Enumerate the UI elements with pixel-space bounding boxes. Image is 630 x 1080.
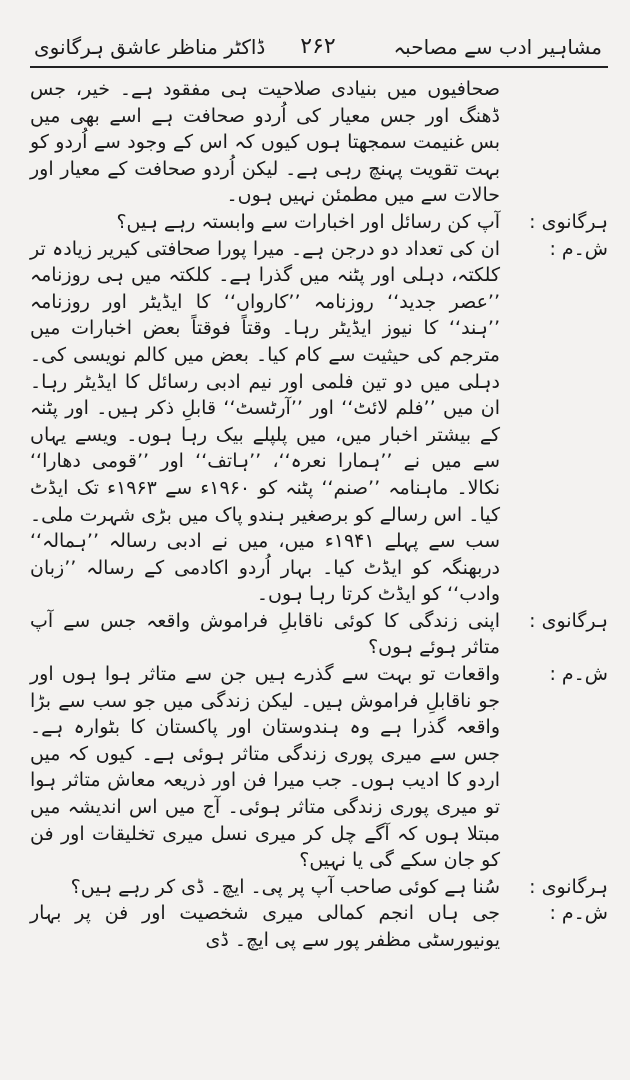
running-head-book-title: مشاہیر ادب سے مصاحبہ xyxy=(393,35,602,59)
header-rule xyxy=(30,66,608,68)
paragraph-text: اپنی زندگی کا کوئی ناقابلِ فراموش واقعہ جس سے آپ متاثر ہوئے ہوں؟ xyxy=(30,609,500,659)
interview-question xyxy=(30,209,608,236)
interview-answer xyxy=(30,900,608,953)
speaker-label: ش۔م : xyxy=(549,237,608,260)
running-head xyxy=(34,30,602,64)
interview-answer xyxy=(30,661,608,874)
paragraph-text: صحافیوں میں بنیادی صلاحیت ہی مفقود ہے۔ خیر، جس ڈھنگ اور جس معیار کی اُردو صحافت ہے اسے بھی میں بس غنیمت سمجھتا ہوں کیوں کہ اس کے وجود سے اُردو کو بہت تقویت پہنچ رہی ہے۔ لیکن اُردو صحافت کے معیار اور حالات سے میں مطمئن نہیں ہوں۔ xyxy=(30,78,500,207)
speaker-label: ہرگانوی : xyxy=(529,210,608,233)
paragraph-text: آپ کن رسائل اور اخبارات سے وابستہ رہے ہیں؟ xyxy=(116,210,500,233)
paragraph-text: سُنا ہے کوئی صاحب آپ پر پی۔ ایچ۔ ڈی کر رہے ہیں؟ xyxy=(70,875,500,898)
continuation-paragraph xyxy=(30,76,608,209)
speaker-label: ہرگانوی : xyxy=(529,875,608,898)
speaker-label: ش۔م : xyxy=(549,663,608,686)
paragraph-text: واقعات تو بہت سے گذرے ہیں جن سے متاثر ہوا ہوں اور جو ناقابلِ فراموش ہیں۔ لیکن زندگی میں جو سب سے بڑا واقعہ گذرا ہے وہ ہندوستان اور پاکستان کا بٹوارہ ہے۔ جس سے میری پوری زندگی متاثر ہوئی ہے۔ کیوں کہ میں اردو کا ادیب ہوں۔ جب میرا فن اور ذریعہ معاش متاثر ہوا تو میری پوری زندگی متاثر ہوئی۔ آج میں اس اندیشہ میں مبتلا ہوں کہ آگے چل کر میری نسل میری تخلیقات اور فن کو جان سکے گی یا نہیں؟ xyxy=(30,663,500,872)
running-head-author: ڈاکٹر مناظر عاشق ہرگانوی xyxy=(34,35,266,59)
page-body xyxy=(30,76,608,954)
paragraph-text: جی ہاں انجم کمالی میری شخصیت اور فن پر بہار یونیورسٹی مظفر پور سے پی ایچ۔ ڈی xyxy=(30,902,500,951)
speaker-label: ہرگانوی : xyxy=(529,609,608,632)
speaker-label: ش۔م : xyxy=(549,902,608,925)
interview-question xyxy=(30,874,608,901)
page-number: ۲۶۲ xyxy=(300,34,336,59)
interview-answer xyxy=(30,236,608,608)
interview-question xyxy=(30,608,608,661)
paragraph-text: ان کی تعداد دو درجن ہے۔ میرا پورا صحافتی کیریر زیادہ تر کلکتہ، دہلی اور پٹنہ میں گذرا ہے۔ کلکتہ میں ہی روزنامہ ’’عصر جدید‘‘ روزنامہ ’’کارواں‘‘ کا ایڈیٹر اور روزنامہ ’’ہند‘‘ کا نیوز ایڈیٹر رہا۔ وقتاً فوقتاً بعض اخبارات میں مترجم کی حیثیت سے کام کیا۔ بعض میں کالم نویسی کی۔ دہلی میں دو تین فلمی اور نیم ادبی رسائل کا ایڈیٹر رہا۔ ان میں ’’فلم لائٹ‘‘ اور ’’آرٹسٹ‘‘ قابلِ ذکر ہیں۔ اور پٹنہ کے بیشتر اخبار میں، میں پلپلے بیک رہا ہوں۔ ویسے یہاں سے میں نے ’’ہمارا نعرہ‘‘، ’’ہاتف‘‘ اور ’’قومی دھارا‘‘ نکالا۔ ماہنامہ ’’صنم‘‘ پٹنہ کو ۱۹۶۰ء سے ۱۹۶۳ء تک ایڈٹ کیا۔ اس رسالے کو برصغیر ہندو پاک میں بڑی شہرت ملی۔ سب سے پہلے ۱۹۴۱ء میں، میں نے ادبی رسالہ ’’ہمالہ‘‘ دربھنگہ کو ایڈٹ کیا۔ بہار اُردو اکادمی کے رسالہ ’’زبان وادب‘‘ کو ایڈٹ کرتا رہا ہوں۔ xyxy=(30,237,500,606)
